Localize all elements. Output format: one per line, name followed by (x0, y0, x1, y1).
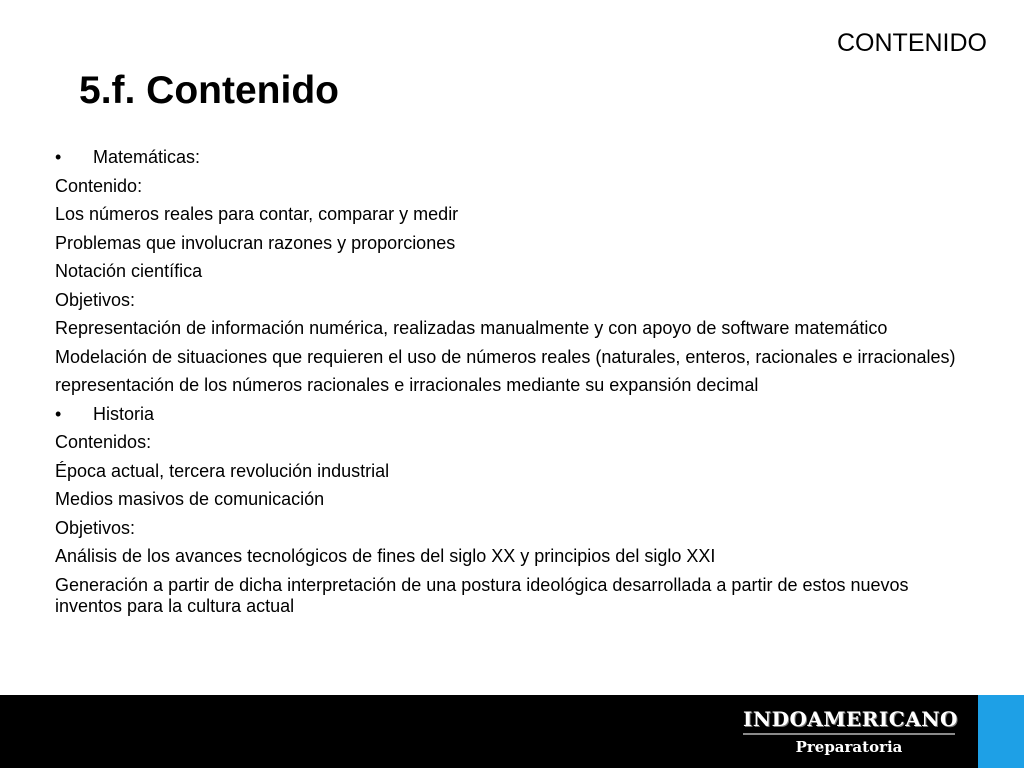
line-text: Objetivos: (55, 517, 136, 538)
line-text: Modelación de situaciones que requieren el uso de números reales (naturales, enteros, racionales e irracionales) (55, 346, 956, 367)
slide-body (55, 147, 960, 624)
line-text: Notación científica (55, 261, 203, 281)
logo (743, 707, 958, 756)
text-line (55, 375, 960, 396)
line-text: Contenidos: (55, 432, 152, 452)
text-line (55, 204, 960, 225)
footer-bar (0, 695, 1024, 768)
text-line (55, 546, 960, 567)
text-line (55, 318, 960, 339)
bullet-item (55, 404, 960, 425)
logo-name: INDOAMERICANO (743, 707, 958, 731)
line-text: Problemas que involucran razones y proporciones (55, 232, 456, 253)
bullet-icon: • (55, 403, 62, 424)
slide-title: 5.f. Contenido (79, 69, 339, 112)
text-line (55, 432, 960, 453)
line-text: Generación a partir de dicha interpretación de una postura ideológica desarrollada a partir de estos nuevos inventos para la cultura actual (55, 574, 909, 616)
line-text: representación de los números racionales e irracionales mediante su expansión decimal (55, 375, 759, 395)
text-line (55, 461, 960, 482)
section-tag: CONTENIDO (837, 29, 987, 57)
text-line (55, 261, 960, 282)
text-line (55, 518, 960, 539)
logo-subtitle: Preparatoria (795, 738, 903, 756)
line-text: Análisis de los avances tecnológicos de fines del siglo XX y principios del siglo XXI (55, 546, 716, 566)
footer-accent-bar (978, 695, 1024, 768)
text-line (55, 347, 960, 368)
line-text: Época actual, tercera revolución industrial (55, 460, 390, 481)
line-text: Objetivos: (55, 289, 136, 310)
text-line (55, 176, 960, 197)
line-text: Representación de información numérica, realizadas manualmente y con apoyo de software matemático (55, 318, 888, 338)
line-text: Matemáticas: (93, 147, 201, 167)
line-text: Contenido: (55, 175, 143, 196)
text-line (55, 290, 960, 311)
logo-rule (743, 733, 955, 735)
line-text: Los números reales para contar, comparar y medir (55, 204, 459, 224)
text-line (55, 575, 960, 617)
line-text: Medios masivos de comunicación (55, 489, 325, 509)
bullet-item (55, 147, 960, 168)
text-line (55, 233, 960, 254)
bullet-icon: • (55, 147, 62, 167)
text-line (55, 489, 960, 510)
line-text: Historia (93, 403, 155, 424)
